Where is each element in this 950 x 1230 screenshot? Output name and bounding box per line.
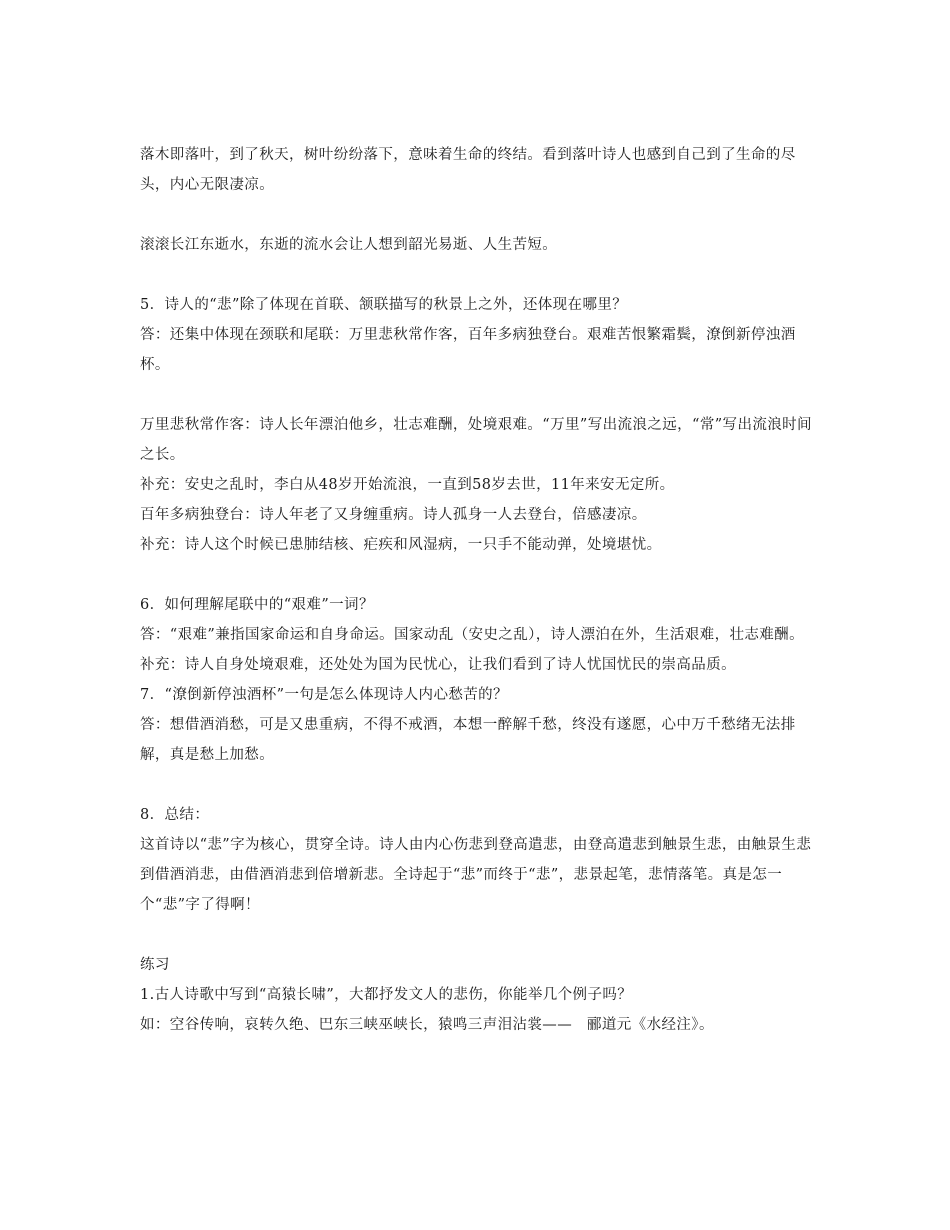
paragraph-spacer [140, 260, 820, 290]
exercise-question-1: 1.古人诗歌中写到“高猿长啸”，大都抒发文人的悲伤，你能举几个例子吗？ [140, 987, 633, 1003]
answer-5: 答：还集中体现在颈联和尾联：万里悲秋常作客，百年多病独登台。艰难苦恨繁霜鬓，潦倒新停浊酒杯。 [140, 327, 796, 373]
supplement-1: 补充：安史之乱时，李白从48岁开始流浪，一直到58岁去世，11年来安无定所。 [140, 477, 675, 493]
supplement-3: 补充：诗人自身处境艰难，还处处为国为民忧心，让我们看到了诗人忧国忧民的崇高品质。 [140, 657, 736, 673]
exercise-heading: 练习 [140, 957, 170, 973]
analysis-line-1: 万里悲秋常作客：诗人长年漂泊他乡，壮志难酬，处境艰难。“万里”写出流浪之远，“常”写出流浪时间之长。 [140, 417, 812, 463]
paragraph-spacer [140, 200, 820, 230]
paragraph-spacer [140, 380, 820, 410]
paragraph-spacer [140, 560, 820, 590]
paragraph-yangtze: 滚滚长江东逝水，东逝的流水会让人想到韶光易逝、人生苦短。 [140, 237, 558, 253]
question-7: 7．“潦倒新停浊酒杯”一句是怎么体现诗人内心愁苦的？ [140, 687, 508, 703]
question-5: 5．诗人的“悲”除了体现在首联、颔联描写的秋景上之外，还体现在哪里？ [140, 297, 628, 313]
paragraph-falling-leaves: 落木即落叶，到了秋天，树叶纷纷落下，意味着生命的终结。看到落叶诗人也感到自己到了生命的尽头，内心无限凄凉。 [140, 147, 796, 193]
document-body [140, 140, 820, 1040]
exercise-answer-1: 如：空谷传响，哀转久绝、巴东三峡巫峡长，猿鸣三声泪沾裳—— 郦道元《水经注》。 [140, 1017, 714, 1033]
paragraph-spacer [140, 920, 820, 950]
answer-6: 答：“艰难”兼指国家命运和自身命运。国家动乱（安史之乱），诗人漂泊在外，生活艰难，壮志难酬。 [140, 627, 804, 643]
answer-7: 答：想借酒消愁，可是又患重病，不得不戒酒，本想一醉解千愁，终没有遂愿，心中万千愁绪无法排解，真是愁上加愁。 [140, 717, 796, 763]
supplement-2: 补充：诗人这个时候已患肺结核、疟疾和风湿病，一只手不能动弹，处境堪忧。 [140, 537, 662, 553]
analysis-line-2: 百年多病独登台：诗人年老了又身缠重病。诗人孤身一人去登台，倍感凄凉。 [140, 507, 647, 523]
summary-text: 这首诗以“悲”字为核心，贯穿全诗。诗人由内心伤悲到登高遣悲，由登高遣悲到触景生悲，由触景生悲到借酒消悲，由借酒消悲到倍增新悲。全诗起于“悲”而终于“悲”，悲景起笔，悲情落笔。真是怎一个“悲”字了得啊！ [140, 837, 812, 913]
paragraph-spacer [140, 770, 820, 800]
summary-heading: 8．总结： [140, 807, 210, 823]
question-6: 6．如何理解尾联中的“艰难”一词？ [140, 597, 374, 613]
